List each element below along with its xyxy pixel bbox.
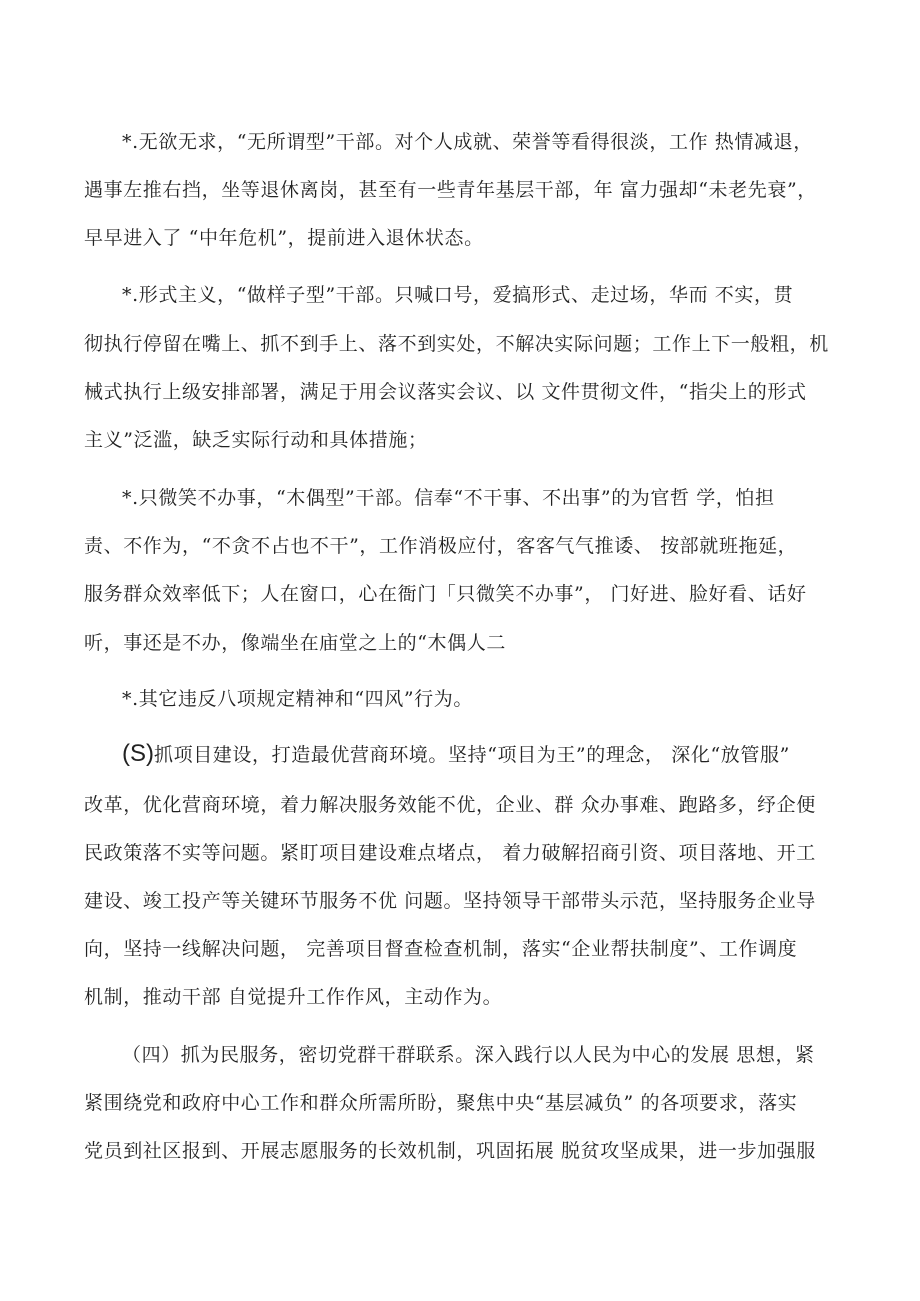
paragraph-line: 服务群众效率低下；人在窗口，心在衙门「只微笑不办事”， 门好进、脸好看、话好 [84,583,807,605]
paragraph-line: （四）抓为民服务，密切党群干群联系。深入践行以人民为中心的发展 思想，紧 [122,1044,815,1066]
section-heading-line [122,742,882,767]
paragraph-line: 机制，推动干部 自觉提升工作作风，主动作为。 [84,986,503,1008]
paragraph-line: 遇事左推右挡，坐等退休离岗，甚至有一些青年基层干部，年 富力强却“未老先衰”， [84,179,817,201]
section-number: (S) [122,740,154,767]
paragraph-line: *.形式主义，“做样子型”干部。只喊口号，爱搞形式、走过场，华而 不实，贯 [122,284,794,306]
paragraph-line: 改革，优化营商环境，着力解决服务效能不优，企业、群 众办事难、跑路多，纾企便 [84,794,816,816]
paragraph-line: 主义”泛滥，缺乏实际行动和具体措施； [84,429,428,451]
paragraph-line: 建设、竣工投产等关键环节服务不优 问题。坚持领导干部带头示范，坚持服务企业导 [84,890,816,912]
paragraph-line: 民政策落不实等问题。紧盯项目建设难点堵点， 着力破解招商引资、项目落地、开工 [84,842,816,864]
paragraph-line: *.其它违反八项规定精神和“四风”行为。 [122,688,473,710]
paragraph-line: 向，坚持一线解决问题， 完善项目督查检查机制，落实“企业帮扶制度”、工作调度 [84,938,798,960]
paragraph-line: *.无欲无求，“无所谓型”干部。对个人成就、荣誉等看得很淡，工作 热情减退， [122,131,813,153]
paragraph-line: 抓项目建设，打造最优营商环境。坚持“项目为王”的理念， 深化“放管服” [154,744,790,766]
paragraph-line: *.只微笑不办事，“木偶型”干部。信奉“不干事、不出事”的为官哲 学，怕担 [122,487,775,509]
paragraph-line: 紧围绕党和政府中心工作和群众所需所盼，聚焦中央“基层减负” 的各项要求，落实 [84,1092,798,1114]
paragraph-line: 彻执行停留在嘴上、抓不到手上、落不到实处，不解决实际问题；工作上下一般粗，机 [84,333,829,355]
paragraph-line: 械式执行上级安排部署，满足于用会议落实会议、以 文件贯彻文件，“指尖上的形式 [84,381,807,403]
paragraph-line: 听，事还是不办，像端坐在庙堂之上的“木偶人二 [84,632,506,654]
paragraph-line: 早早进入了 “中年危机”，提前进入退休状态。 [84,227,484,249]
paragraph-line: 党员到社区报到、开展志愿服务的长效机制，巩固拓展 脱贫攻坚成果，进一步加强服 [84,1140,816,1162]
paragraph-line: 责、不作为，“不贪不占也不干”，工作消极应付，客客气气推诿、 按部就班拖延， [84,535,798,557]
